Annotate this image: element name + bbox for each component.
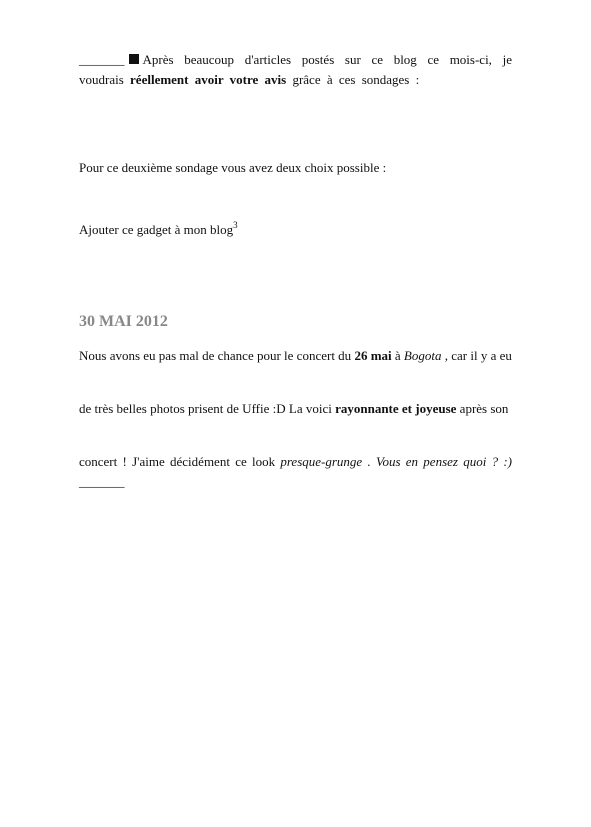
footnote-marker: 3 bbox=[233, 220, 238, 230]
separator-rule: _______ bbox=[79, 52, 125, 67]
square-bullet-icon bbox=[129, 54, 139, 64]
emphasis-text: réellement avoir votre avis bbox=[130, 72, 287, 87]
city-name: Bogota bbox=[403, 348, 442, 363]
separator-rule: _______ bbox=[79, 474, 125, 489]
concert-paragraph-2: de très belles photos prisent de Uffie :D La voici rayonnante et joyeuse après son bbox=[79, 401, 509, 416]
emphasis-text: rayonnante et joyeuse bbox=[335, 401, 457, 416]
add-gadget-link[interactable]: Ajouter ce gadget à mon blog$^3$ bbox=[79, 220, 238, 237]
concert-paragraph-1: Nous avons eu pas mal de chance pour le concert du 26 mai à Bogota , car il y a eu bbox=[79, 348, 512, 363]
look-description: presque-grunge . Vous en pensez quoi ? :) bbox=[280, 454, 513, 469]
poll-choice-paragraph: Pour ce deuxième sondage vous avez deux choix possible : bbox=[79, 160, 387, 175]
concert-date: 26 mai bbox=[354, 348, 392, 363]
poll-intro-paragraph: _______ Après beaucoup d'articles postés sur ce blog ce mois-ci, je voudrais réellement avoir votre avis grâce à ces sondages : bbox=[79, 52, 512, 87]
post-date-heading: 30 MAI 2012 bbox=[79, 313, 168, 330]
concert-paragraph-3: concert ! J'aime décidément ce look presque-grunge . Vous en pensez quoi ? :) _______ bbox=[79, 454, 513, 489]
